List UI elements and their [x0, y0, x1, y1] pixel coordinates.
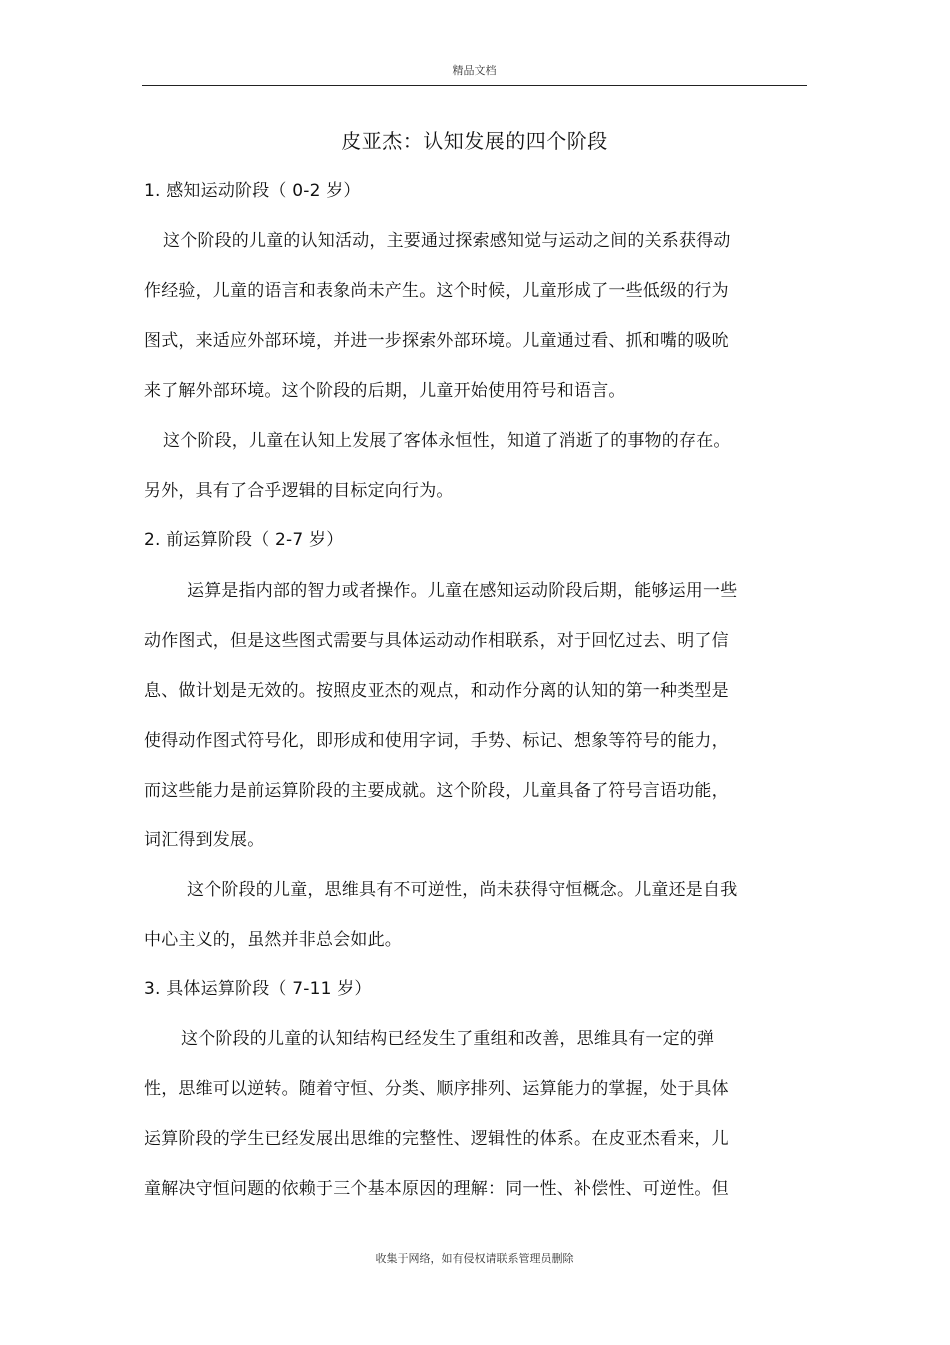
paragraph-line: 这个阶段的儿童的认知结构已经发生了重组和改善，思维具有一定的弹 [181, 1029, 715, 1049]
section-heading-1: 1. 感知运动阶段（ 0-2 岁） [144, 181, 361, 201]
paragraph-line: 作经验，儿童的语言和表象尚未产生。这个时候，儿童形成了一些低级的行为 [144, 281, 729, 301]
paragraph-line: 这个阶段的儿童的认知活动，主要通过探索感知觉与运动之间的关系获得动 [163, 231, 731, 251]
paragraph-line: 中心主义的，虽然并非总会如此。 [144, 930, 402, 950]
paragraph-line: 息、做计划是无效的。按照皮亚杰的观点，和动作分离的认知的第一种类型是 [144, 681, 729, 701]
paragraph-line: 来了解外部环境。这个阶段的后期，儿童开始使用符号和语言。 [144, 381, 626, 401]
paragraph-line: 而这些能力是前运算阶段的主要成就。这个阶段，儿童具备了符号言语功能， [144, 781, 729, 801]
paragraph-line: 这个阶段的儿童，思维具有不可逆性，尚未获得守恒概念。儿童还是自我 [187, 880, 738, 900]
document-title: 皮亚杰：认知发展的四个阶段 [341, 129, 608, 153]
paragraph-line: 使得动作图式符号化，即形成和使用字词，手势、标记、想象等符号的能力， [144, 731, 729, 751]
page-footer: 收集于网络，如有侵权请联系管理员删除 [375, 1252, 574, 1265]
paragraph-line: 运算是指内部的智力或者操作。儿童在感知运动阶段后期，能够运用一些 [187, 581, 738, 601]
page-header: 精品文档 [452, 64, 497, 77]
paragraph-line: 词汇得到发展。 [144, 830, 265, 850]
paragraph-line: 这个阶段，儿童在认知上发展了客体永恒性，知道了消逝了的事物的存在。 [163, 431, 731, 451]
header-divider [142, 85, 807, 86]
section-heading-3: 3. 具体运算阶段（ 7-11 岁） [144, 979, 372, 999]
paragraph-line: 另外，具有了合乎逻辑的目标定向行为。 [144, 481, 454, 501]
section-heading-2: 2. 前运算阶段（ 2-7 岁） [144, 530, 344, 550]
paragraph-line: 性，思维可以逆转。随着守恒、分类、顺序排列、运算能力的掌握，处于具体 [144, 1079, 729, 1099]
paragraph-line: 运算阶段的学生已经发展出思维的完整性、逻辑性的体系。在皮亚杰看来，儿 [144, 1129, 729, 1149]
paragraph-line: 童解决守恒问题的依赖于三个基本原因的理解：同一性、补偿性、可逆性。但 [144, 1179, 729, 1199]
paragraph-line: 图式，来适应外部环境，并进一步探索外部环境。儿童通过看、抓和嘴的吸吮 [144, 331, 729, 351]
paragraph-line: 动作图式，但是这些图式需要与具体运动动作相联系，对于回忆过去、明了信 [144, 631, 729, 651]
